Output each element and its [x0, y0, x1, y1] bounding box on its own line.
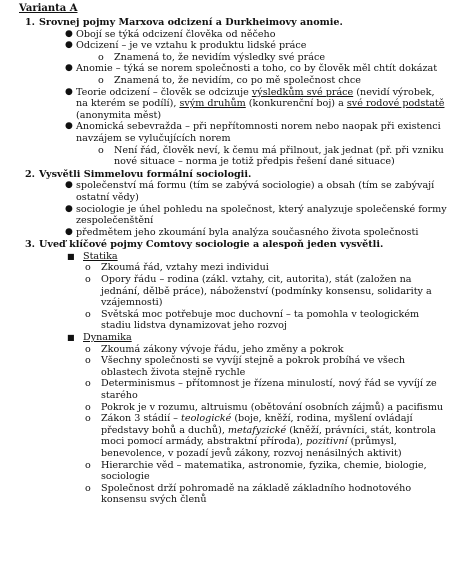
circle-bullet-icon: o	[85, 401, 91, 413]
list-item-text: Odcizení – je ve vztahu k produktu lidské práce	[76, 40, 307, 52]
bullet-icon: ●	[65, 28, 73, 39]
list-item	[19, 204, 448, 227]
list-item-text: společenství má formu (tím se zabývá sociologie) a obsah (tím se zabývají ostatní vědy)	[76, 180, 435, 203]
bullet-icon: ●	[65, 40, 73, 51]
square-bullet-icon: ■	[67, 333, 75, 343]
question-3	[19, 239, 448, 251]
circle-bullet-icon: o	[98, 51, 104, 63]
list-item	[19, 180, 448, 203]
circle-bullet-icon: o	[85, 343, 91, 355]
circle-bullet-icon: o	[85, 482, 91, 494]
sub-list-item	[19, 52, 448, 64]
circle-bullet-icon: o	[98, 74, 104, 86]
list-item-text: Znamená to, že nevidím výsledky své práce	[114, 51, 326, 63]
list-item-text: Není řád, člověk neví, k čemu má přilnout, jak jednat (př. při vzniku nové situace – norma je totiž předpis řešení dané situace)	[114, 144, 444, 168]
list-item-text: Světská moc potřebuje moc duchovní – ta pomohla v teologickém stadiu lidstva dynamizovat jeho rozvoj	[101, 308, 420, 332]
question-number: 3.	[24, 239, 35, 251]
sub-list-item	[19, 274, 448, 309]
sub-list-item	[19, 413, 448, 459]
question-heading: Vysvětli Simmelovu formální sociologii.	[39, 168, 252, 180]
list-item	[19, 40, 448, 52]
bullet-icon: ●	[65, 63, 73, 74]
list-item-text: předmětem jeho zkoumání byla analýza současného života společnosti	[76, 226, 419, 238]
sub-list-item	[19, 75, 448, 87]
sub-list-item	[19, 402, 448, 414]
document-title: Varianta A	[19, 3, 78, 14]
circle-bullet-icon: o	[85, 308, 91, 320]
sub-list-item	[19, 460, 448, 483]
list-item	[19, 87, 448, 122]
list-item-text: Pokrok je v rozumu, altruismu (obětování osobních zájmů) a pacifismu	[101, 401, 444, 413]
sub-list-item	[19, 309, 448, 332]
list-item-text: Opory řádu – rodina (zákl. vztahy, cit, autorita), stát (založen na jednání, dělbě práce), náboženství (podmínky konsensu, solidarity a vzájemnosti)	[101, 274, 432, 309]
square-bullet-icon: ■	[67, 251, 75, 261]
sub-list-item	[19, 344, 448, 356]
list-item-text: Teorie odcizení – člověk se odcizuje výsledkům své práce (nevidí výrobek, na kterém se podílí), svým druhům (konkurenční boj) a své rodové podstatě (anonymita měst)	[76, 86, 445, 121]
list-item	[19, 121, 448, 144]
list-item-text: Anomie – týká se norem společnosti a toho, co by člověk měl chtít dokázat	[76, 63, 438, 75]
list-item-text: Obojí se týká odcizení člověka od něčeho	[76, 28, 276, 40]
question-number: 1.	[24, 17, 35, 28]
bullet-icon: ●	[65, 226, 73, 237]
sub-list-item	[19, 145, 448, 168]
subheading-statika: ■ Statika	[67, 250, 118, 262]
list-item	[19, 63, 448, 75]
list-item-text: Determinismus – přítomnost je řízena minulostí, nový řád se vyvíjí ze starého	[101, 378, 437, 401]
circle-bullet-icon: o	[85, 355, 91, 367]
sub-list-item	[19, 483, 448, 506]
list-item-text: Zkoumá zákony vývoje řádu, jeho změny a pokrok	[101, 343, 344, 355]
circle-bullet-icon: o	[85, 413, 91, 425]
list-item-text: Znamená to, že nevidím, co po mě společnost chce	[114, 74, 361, 86]
list-item	[19, 29, 448, 41]
list-item-text: Anomická sebevražda – při nepřítomnosti norem nebo naopak při existenci navzájem se vylučujících norem	[76, 121, 441, 144]
question-1	[19, 17, 448, 29]
list-item	[19, 227, 448, 239]
circle-bullet-icon: o	[85, 378, 91, 390]
bullet-icon: ●	[65, 180, 73, 191]
circle-bullet-icon: o	[85, 262, 91, 274]
list-item-text: Zkoumá řád, vztahy mezi individui	[101, 262, 269, 274]
bullet-icon: ●	[65, 203, 73, 214]
question-number: 2.	[24, 168, 35, 180]
subheading-dynamika: ■ Dynamika	[67, 332, 132, 344]
sub-list-item	[19, 378, 448, 401]
list-item-text: Všechny společnosti se vyvíjí stejně a pokrok probíhá ve všech oblastech života stejně rychle	[101, 355, 406, 378]
bullet-icon: ●	[65, 121, 73, 132]
sub-list-item	[19, 262, 448, 274]
list-item-text: Společnost drží pohromadě na základě základního hodnotového konsensu svých členů	[101, 482, 412, 506]
circle-bullet-icon: o	[85, 459, 91, 471]
list-item-text: Zákon 3 stádií – teologické (boje, kněží, rodina, myšlení ovládají představy bohů a duchů), metafyzické (kněží, právníci, stát, kontrola moci pomocí armády, abstraktní příroda), pozitivní (průmysl, benevolence, v pozadí jevů zákony, rozvoj nenásilných aktivit)	[101, 413, 436, 459]
question-heading: Srovnej pojmy Marxova odcizení a Durkheimovy anomie.	[39, 17, 343, 28]
question-2	[19, 169, 448, 181]
question-heading: Uveď klíčové pojmy Comtovy sociologie a alespoň jeden vysvětli.	[39, 239, 384, 251]
list-item-text: Hierarchie věd – matematika, astronomie, fyzika, chemie, biologie, sociologie	[101, 459, 427, 483]
circle-bullet-icon: o	[98, 144, 104, 156]
circle-bullet-icon: o	[85, 274, 91, 286]
list-item-text: sociologie je úhel pohledu na společnost, který analyzuje společenské formy zespolečenštění	[76, 203, 447, 227]
sub-list-item	[19, 355, 448, 378]
bullet-icon: ●	[65, 86, 73, 97]
